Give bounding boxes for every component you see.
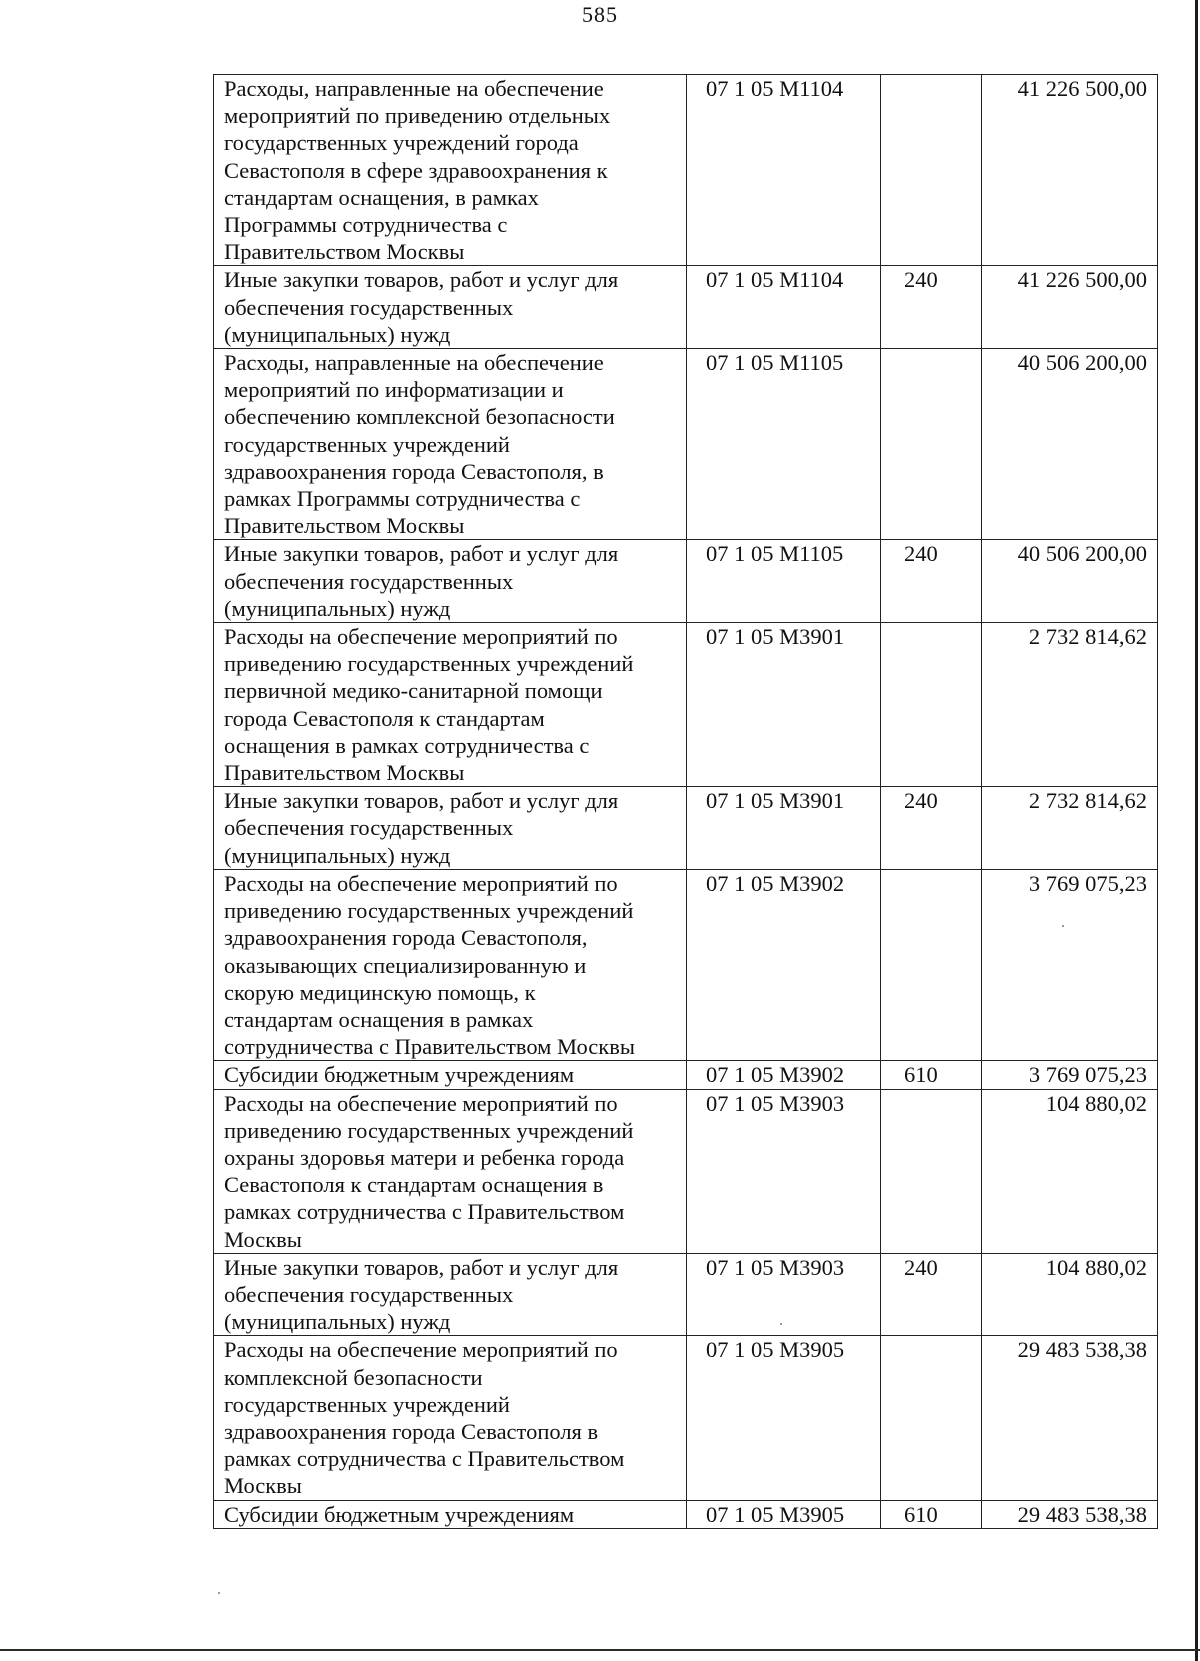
target-article-code-cell <box>687 349 881 540</box>
expense-type-cell <box>881 1500 982 1528</box>
amount-cell <box>982 787 1158 870</box>
table-row <box>214 349 1158 540</box>
table-row <box>214 1253 1158 1336</box>
amount-text: 2 732 814,62 <box>1028 624 1147 650</box>
amount-text: 29 483 538,38 <box>1017 1337 1147 1363</box>
expense-name-cell <box>214 266 687 349</box>
expense-name-cell <box>214 540 687 623</box>
expense-name-text: Расходы на обеспечение мероприятий по приведению государственных учреждений здравоохранения города Севастополя, оказывающих специализированную и скорую медицинскую помощь, к стандартам оснащения в рамках сотрудничества с Правительством Москвы <box>224 870 635 1060</box>
target-article-code-cell <box>687 869 881 1060</box>
target-article-code-text: 07 1 05 М1104 <box>706 76 844 101</box>
amount-text: 3 769 075,23 <box>1028 870 1147 896</box>
amount-cell <box>982 1061 1158 1089</box>
amount-cell <box>982 266 1158 349</box>
table-row <box>214 1089 1158 1253</box>
expense-type-text: 240 <box>904 788 938 814</box>
expense-name-cell <box>214 787 687 870</box>
target-article-code-cell <box>687 623 881 787</box>
expense-name-cell <box>214 1061 687 1089</box>
expense-type-cell <box>881 266 982 349</box>
expense-type-text: 610 <box>904 1501 938 1527</box>
expense-type-cell <box>881 349 982 540</box>
expense-name-cell <box>214 623 687 787</box>
scan-edge-bottom <box>0 1649 1200 1651</box>
scan-speck <box>1062 925 1064 927</box>
amount-text: 41 226 500,00 <box>1017 267 1147 293</box>
table-row <box>214 75 1158 266</box>
expense-type-cell <box>881 869 982 1060</box>
expense-name-text: Расходы на обеспечение мероприятий по приведению государственных учреждений первичной медико-санитарной помощи города Севастополя к стандартам оснащения в рамках сотрудничества с Правительством Москвы <box>224 624 634 786</box>
target-article-code-cell <box>687 75 881 266</box>
expense-type-text: 240 <box>904 267 938 293</box>
amount-text: 3 769 075,23 <box>1028 1062 1147 1088</box>
target-article-code-text: 07 1 05 М1105 <box>706 350 844 376</box>
amount-text: 40 506 200,00 <box>1017 350 1147 376</box>
target-article-code-text: 07 1 05 М3905 <box>706 1337 845 1363</box>
expense-name-cell <box>214 1336 687 1500</box>
target-article-code-text: 07 1 05 М3903 <box>706 1254 845 1280</box>
table-row <box>214 787 1158 870</box>
target-article-code-cell <box>687 1500 881 1528</box>
table-row <box>214 1061 1158 1089</box>
amount-cell <box>982 540 1158 623</box>
expense-name-cell <box>214 869 687 1060</box>
amount-cell <box>982 623 1158 787</box>
amount-cell <box>982 1500 1158 1528</box>
amount-text: 104 880,02 <box>1045 1254 1147 1280</box>
table-row <box>214 266 1158 349</box>
expense-type-cell <box>881 1089 982 1253</box>
expense-name-text: Расходы на обеспечение мероприятий по комплексной безопасности государственных учреждений здравоохранения города Севастополя в рамках сотрудничества с Правительством Москвы <box>224 1337 625 1499</box>
amount-text: 29 483 538,38 <box>1017 1501 1147 1527</box>
expense-type-cell <box>881 1336 982 1500</box>
expense-type-cell <box>881 623 982 787</box>
target-article-code-text: 07 1 05 М3902 <box>706 870 845 896</box>
expense-type-cell <box>881 75 982 266</box>
target-article-code-text: 07 1 05 М1104 <box>706 267 844 293</box>
expense-type-cell <box>881 540 982 623</box>
scan-edge-right <box>1195 0 1198 1661</box>
expense-type-cell <box>881 787 982 870</box>
amount-text: 41 226 500,00 <box>1017 76 1147 101</box>
scan-speck <box>218 1592 220 1594</box>
target-article-code-cell <box>687 1089 881 1253</box>
target-article-code-text: 07 1 05 М3901 <box>706 624 845 650</box>
amount-cell <box>982 1336 1158 1500</box>
amount-text: 40 506 200,00 <box>1017 541 1147 567</box>
target-article-code-cell <box>687 1061 881 1089</box>
expense-name-cell <box>214 75 687 266</box>
table-body <box>214 75 1158 1529</box>
target-article-code-text: 07 1 05 М3905 <box>706 1501 845 1527</box>
target-article-code-text: 07 1 05 М3903 <box>706 1090 845 1116</box>
expense-name-cell <box>214 1089 687 1253</box>
expense-name-text: Субсидии бюджетным учреждениям <box>224 1501 575 1527</box>
target-article-code-cell <box>687 540 881 623</box>
amount-text: 104 880,02 <box>1045 1090 1147 1116</box>
target-article-code-cell <box>687 787 881 870</box>
expense-name-text: Иные закупки товаров, работ и услуг для обеспечения государственных (муниципальных) нужд <box>224 788 619 868</box>
expense-name-text: Иные закупки товаров, работ и услуг для обеспечения государственных (муниципальных) нужд <box>224 541 619 621</box>
table-row <box>214 540 1158 623</box>
table-row <box>214 1336 1158 1500</box>
expense-name-text: Субсидии бюджетным учреждениям <box>224 1062 575 1088</box>
table-row <box>214 1500 1158 1528</box>
table-row <box>214 869 1158 1060</box>
amount-cell <box>982 1253 1158 1336</box>
target-article-code-text: 07 1 05 М3902 <box>706 1062 845 1088</box>
target-article-code-cell <box>687 266 881 349</box>
expense-name-cell <box>214 1253 687 1336</box>
expense-type-text: 240 <box>904 1254 938 1280</box>
target-article-code-cell <box>687 1253 881 1336</box>
expense-type-cell <box>881 1061 982 1089</box>
expense-name-text: Расходы, направленные на обеспечение мероприятий по приведению отдельных государственных учреждений города Севастополя в сфере здравоохранения к стандартам оснащения, в рамках Программы сотрудничества с Правительством Москвы <box>224 76 611 265</box>
amount-text: 2 732 814,62 <box>1028 788 1147 814</box>
budget-table <box>213 74 1158 1529</box>
amount-cell <box>982 349 1158 540</box>
expense-name-cell <box>214 1500 687 1528</box>
page-number: 585 <box>582 2 618 27</box>
scan-speck <box>780 1323 782 1325</box>
expense-name-text: Расходы, направленные на обеспечение мероприятий по информатизации и обеспечению комплексной безопасности государственных учреждений здравоохранения города Севастополя, в рамках Программы сотрудничества с Правительством Москвы <box>224 350 615 539</box>
expense-name-text: Расходы на обеспечение мероприятий по приведению государственных учреждений охраны здоровья матери и ребенка города Севастополя к стандартам оснащения в рамках сотрудничества с Правительством Москвы <box>224 1090 634 1252</box>
amount-cell <box>982 1089 1158 1253</box>
expense-name-text: Иные закупки товаров, работ и услуг для обеспечения государственных (муниципальных) нужд <box>224 267 619 347</box>
table-row <box>214 623 1158 787</box>
expense-type-cell <box>881 1253 982 1336</box>
target-article-code-text: 07 1 05 М1105 <box>706 541 844 567</box>
amount-cell <box>982 869 1158 1060</box>
target-article-code-text: 07 1 05 М3901 <box>706 788 845 814</box>
amount-cell <box>982 75 1158 266</box>
target-article-code-cell <box>687 1336 881 1500</box>
expense-type-text: 610 <box>904 1062 938 1088</box>
expense-name-cell <box>214 349 687 540</box>
expense-name-text: Иные закупки товаров, работ и услуг для обеспечения государственных (муниципальных) нужд <box>224 1254 619 1335</box>
expense-type-text: 240 <box>904 541 938 567</box>
